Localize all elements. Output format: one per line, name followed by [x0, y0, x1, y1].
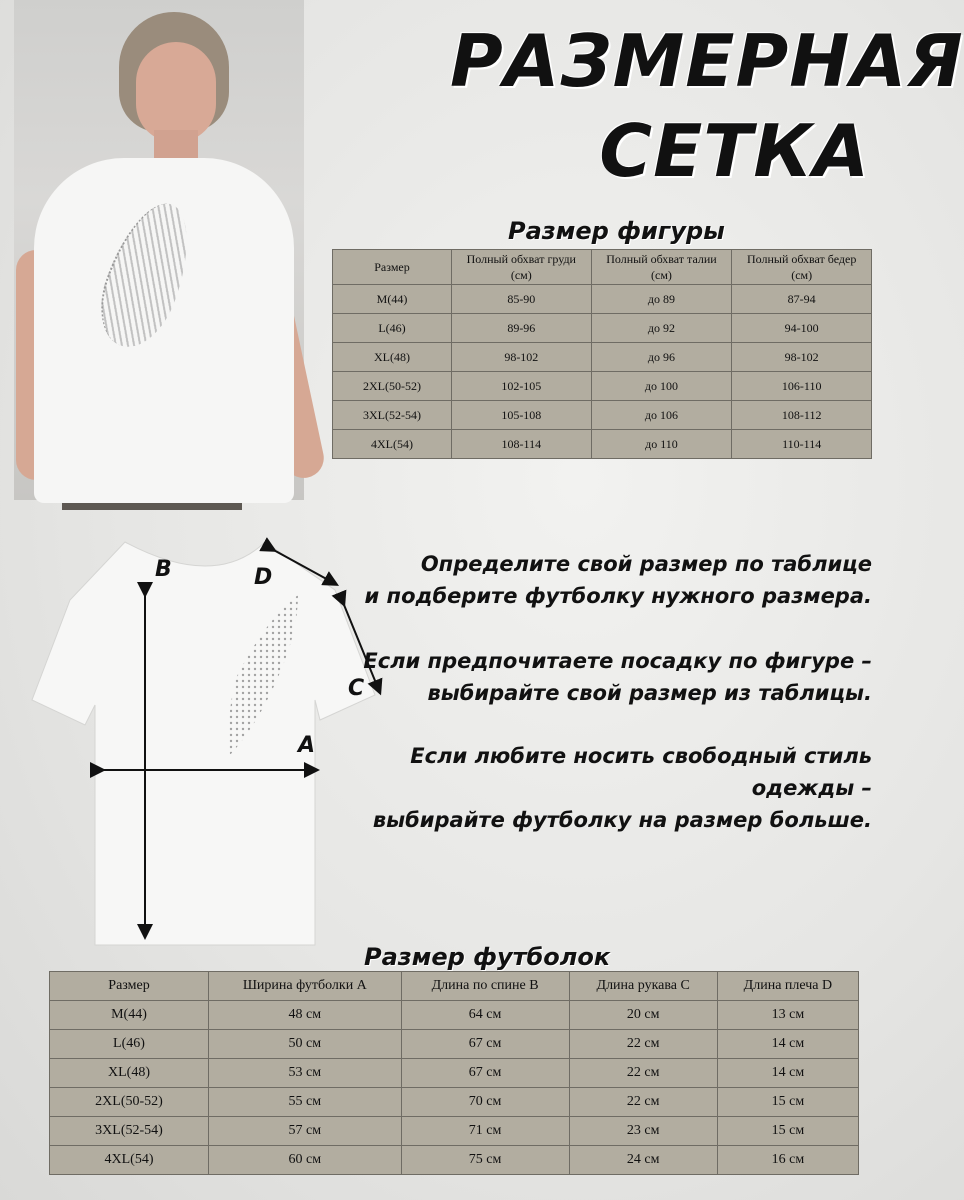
sleeve-length-cell: 24 см	[569, 1146, 717, 1175]
figure-size-table	[332, 249, 872, 459]
info-line: Если любите носить свободный стиль одежды –	[410, 744, 872, 800]
hips-cell: 110-114	[732, 430, 872, 459]
back-length-cell: 67 см	[401, 1030, 569, 1059]
chest-cell: 108-114	[452, 430, 592, 459]
waist-cell: до 92	[591, 314, 732, 343]
header-cell: Длина плеча D	[717, 972, 858, 1001]
header-cell: Размер	[50, 972, 209, 1001]
back-length-cell: 71 см	[401, 1117, 569, 1146]
tshirt-table-title: Размер футболок	[364, 943, 611, 971]
shoulder-length-cell: 15 см	[717, 1117, 858, 1146]
chest-cell: 89-96	[452, 314, 592, 343]
size-cell: 2XL(50-52)	[333, 372, 452, 401]
chest-cell: 105-108	[452, 401, 592, 430]
hips-cell: 108-112	[732, 401, 872, 430]
size-cell: XL(48)	[333, 343, 452, 372]
size-cell: L(46)	[50, 1030, 209, 1059]
hips-cell: 87-94	[732, 285, 872, 314]
width-cell: 60 см	[209, 1146, 402, 1175]
header-cell: Полный обхват бедер (см)	[732, 250, 872, 285]
header-cell: Полный обхват груди (см)	[452, 250, 592, 285]
table-row	[50, 1001, 859, 1030]
size-cell: 4XL(54)	[50, 1146, 209, 1175]
width-cell: 57 см	[209, 1117, 402, 1146]
table-row	[333, 430, 872, 459]
label-a: A	[298, 733, 316, 758]
hips-cell: 94-100	[732, 314, 872, 343]
table-row	[333, 285, 872, 314]
width-cell: 50 см	[209, 1030, 402, 1059]
info-line: Определите свой размер по таблице	[420, 552, 872, 576]
size-cell: 3XL(52-54)	[50, 1117, 209, 1146]
sleeve-length-cell: 22 см	[569, 1030, 717, 1059]
info-paragraph-1	[312, 548, 872, 612]
table-header-row	[50, 972, 859, 1001]
table-row	[333, 401, 872, 430]
waist-cell: до 96	[591, 343, 732, 372]
chest-cell: 98-102	[452, 343, 592, 372]
sleeve-length-cell: 22 см	[569, 1088, 717, 1117]
chest-cell: 85-90	[452, 285, 592, 314]
table-header-row	[333, 250, 872, 285]
page-title-line2: СЕТКА	[599, 109, 870, 193]
width-cell: 48 см	[209, 1001, 402, 1030]
size-cell: 2XL(50-52)	[50, 1088, 209, 1117]
table-row	[50, 1030, 859, 1059]
figure-table-title: Размер фигуры	[508, 217, 725, 245]
table-row	[50, 1146, 859, 1175]
back-length-cell: 64 см	[401, 1001, 569, 1030]
waist-cell: до 106	[591, 401, 732, 430]
width-cell: 55 см	[209, 1088, 402, 1117]
info-paragraph-2	[312, 645, 872, 709]
waist-cell: до 100	[591, 372, 732, 401]
shoulder-length-cell: 16 см	[717, 1146, 858, 1175]
shoulder-length-cell: 14 см	[717, 1059, 858, 1088]
size-cell: L(46)	[333, 314, 452, 343]
shoulder-length-cell: 14 см	[717, 1030, 858, 1059]
info-paragraph-3	[312, 740, 872, 836]
table-row	[333, 343, 872, 372]
back-length-cell: 75 см	[401, 1146, 569, 1175]
model-photo	[14, 0, 304, 500]
label-d: D	[254, 565, 273, 590]
info-line: и подберите футболку нужного размера.	[364, 584, 872, 608]
label-b: B	[155, 557, 172, 582]
label-c: C	[348, 676, 365, 701]
chest-cell: 102-105	[452, 372, 592, 401]
header-cell: Длина рукава C	[569, 972, 717, 1001]
table-row	[50, 1117, 859, 1146]
size-cell: M(44)	[50, 1001, 209, 1030]
waist-cell: до 89	[591, 285, 732, 314]
shoulder-length-cell: 13 см	[717, 1001, 858, 1030]
shoulder-length-cell: 15 см	[717, 1088, 858, 1117]
size-cell: M(44)	[333, 285, 452, 314]
info-line: Если предпочитаете посадку по фигуре –	[363, 649, 872, 673]
header-cell: Полный обхват талии (см)	[591, 250, 732, 285]
hips-cell: 106-110	[732, 372, 872, 401]
table-row	[333, 314, 872, 343]
table-row	[50, 1088, 859, 1117]
table-row	[50, 1059, 859, 1088]
sleeve-length-cell: 23 см	[569, 1117, 717, 1146]
sleeve-length-cell: 20 см	[569, 1001, 717, 1030]
info-line: выбирайте свой размер из таблицы.	[427, 681, 872, 705]
header-cell: Размер	[333, 250, 452, 285]
back-length-cell: 70 см	[401, 1088, 569, 1117]
width-cell: 53 см	[209, 1059, 402, 1088]
size-cell: XL(48)	[50, 1059, 209, 1088]
waist-cell: до 110	[591, 430, 732, 459]
table-row	[333, 372, 872, 401]
header-cell: Ширина футболки A	[209, 972, 402, 1001]
back-length-cell: 67 см	[401, 1059, 569, 1088]
face	[136, 42, 216, 142]
tshirt-size-table	[49, 971, 859, 1175]
hips-cell: 98-102	[732, 343, 872, 372]
size-cell: 4XL(54)	[333, 430, 452, 459]
size-cell: 3XL(52-54)	[333, 401, 452, 430]
info-line: выбирайте футболку на размер больше.	[372, 808, 872, 832]
header-cell: Длина по спине B	[401, 972, 569, 1001]
sleeve-length-cell: 22 см	[569, 1059, 717, 1088]
page-title-line1: РАЗМЕРНАЯ	[450, 19, 964, 103]
